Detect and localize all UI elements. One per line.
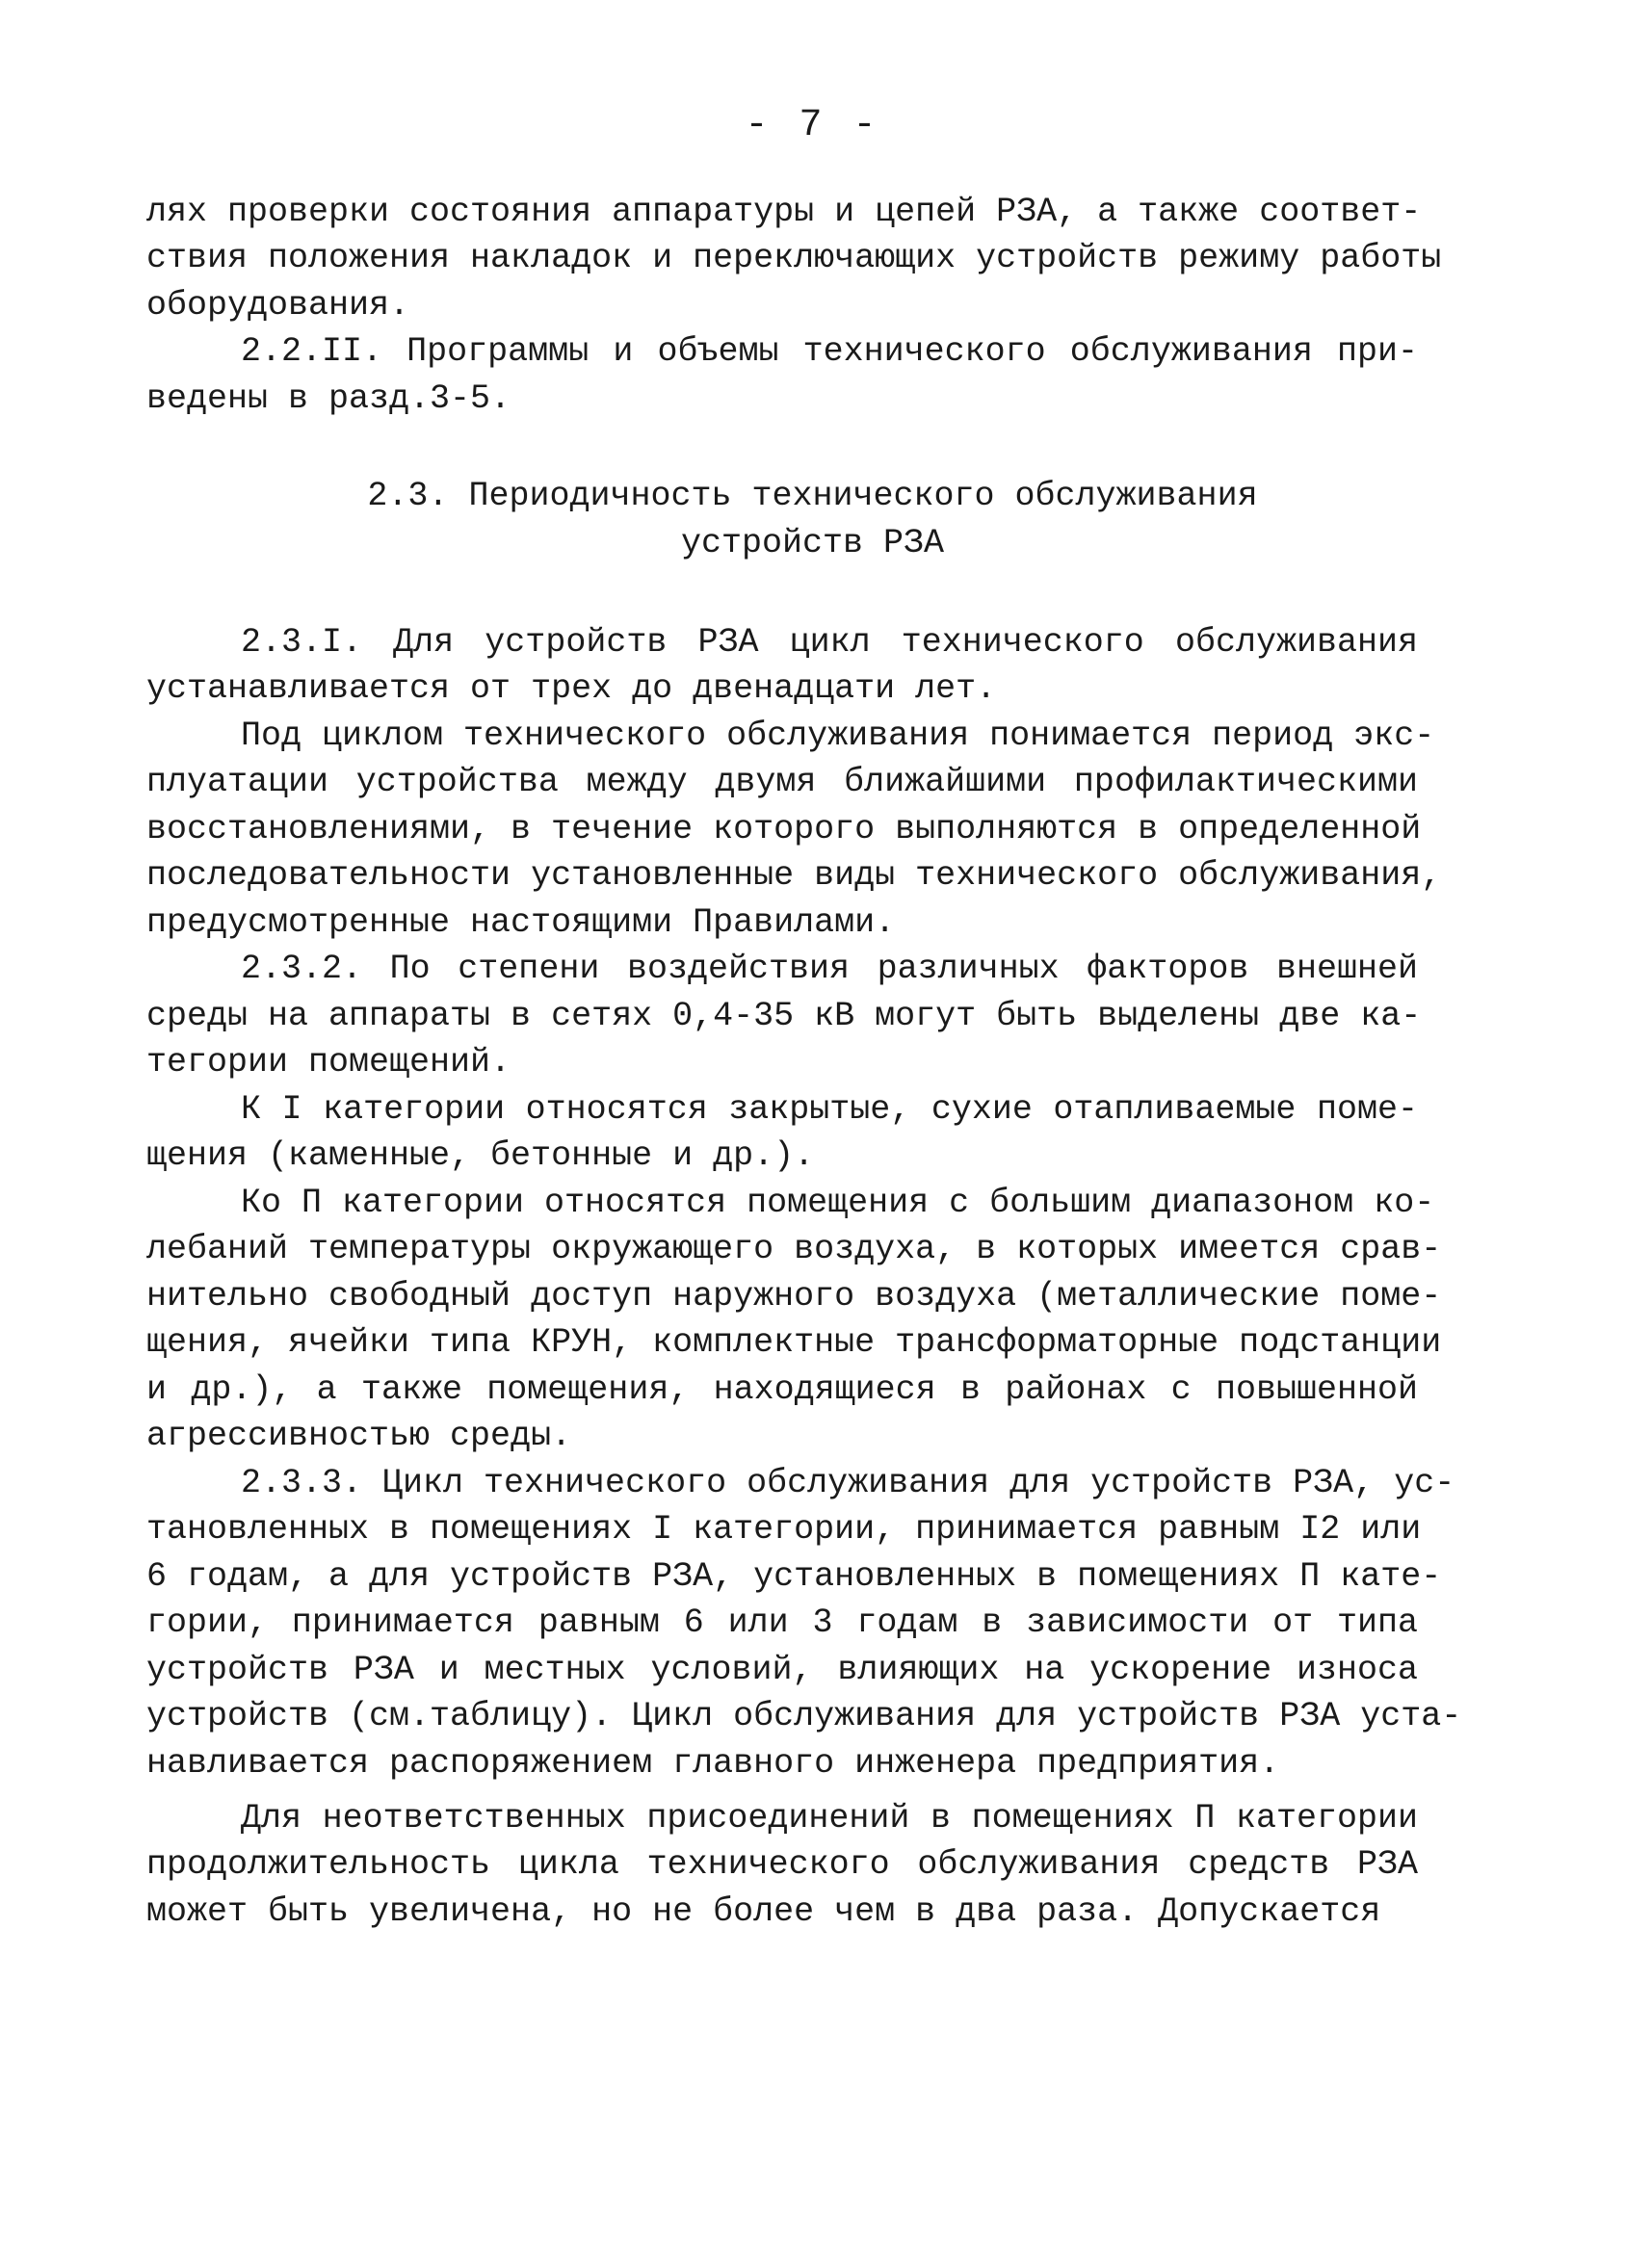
text-line: Ко П категории относятся помещения с большим диапазоном ко-: [241, 1184, 1435, 1222]
text-line: Под циклом технического обслуживания понимается период экс-: [241, 717, 1435, 755]
text-line: навливается распоряжением главного инженера предприятия.: [146, 1744, 1280, 1783]
text-line: лебаний температуры окружающего воздуха, в которых имеется срав-: [146, 1230, 1442, 1268]
text-line: продолжительность цикла технического обслуживания средств РЗА: [146, 1845, 1418, 1884]
text-line: Для неответственных присоединений в помещениях П категории: [241, 1799, 1418, 1838]
text-line: устройств (см.таблицу). Цикл обслуживания для устройств РЗА уста-: [146, 1697, 1462, 1735]
text-line: 6 годам, а для устройств РЗА, установленных в помещениях П кате-: [146, 1557, 1442, 1596]
text-line: устройств РЗА и местных условий, влияющих на ускорение износа: [146, 1651, 1418, 1689]
text-line: агрессивностью среды.: [146, 1417, 572, 1455]
text-line: щения (каменные, бетонные и др.).: [146, 1136, 815, 1175]
text-line: ствия положения накладок и переключающих устройств режиму работы: [146, 239, 1442, 277]
text-line: лях проверки состояния аппаратуры и цепей РЗА, а также соответ-: [146, 193, 1422, 231]
text-line: восстановлениями, в течение которого выполняются в определенной: [146, 810, 1422, 848]
text-line: К I категории относятся закрытые, сухие отапливаемые поме-: [241, 1090, 1418, 1129]
text-line: нительно свободный доступ наружного воздуха (металлические поме-: [146, 1277, 1442, 1316]
text-line: тегории помещений.: [146, 1043, 511, 1082]
text-line: предусмотренные настоящими Правилами.: [146, 903, 896, 942]
text-line: ведены в разд.3-5.: [146, 379, 511, 418]
section-heading-line-1: 2.3. Периодичность технического обслуживания: [367, 477, 1258, 515]
text-line: гории, принимается равным 6 или 3 годам в зависимости от типа: [146, 1603, 1418, 1642]
page-number: - 7 -: [745, 104, 880, 147]
text-line: щения, ячейки типа КРУН, комплектные трансформаторные подстанции: [146, 1323, 1442, 1362]
text-line: оборудования.: [146, 286, 410, 325]
text-line: и др.), а также помещения, находящиеся в районах с повышенной: [146, 1370, 1418, 1409]
text-line: устанавливается от трех до двенадцати лет.: [146, 669, 997, 708]
text-line: 2.3.I. Для устройств РЗА цикл технического обслуживания: [241, 623, 1418, 662]
text-line: может быть увеличена, но не более чем в два раза. Допускается: [146, 1892, 1381, 1931]
text-line: 2.3.3. Цикл технического обслуживания для устройств РЗА, ус-: [241, 1464, 1455, 1502]
text-line: плуатации устройства между двумя ближайшими профилактическими: [146, 763, 1418, 801]
text-line: последовательности установленные виды технического обслуживания,: [146, 856, 1442, 895]
text-line: 2.2.II. Программы и объемы технического обслуживания при-: [241, 332, 1418, 371]
text-line: тановленных в помещениях I категории, принимается равным I2 или: [146, 1510, 1422, 1549]
section-heading-line-2: устройств РЗА: [680, 524, 945, 562]
text-line: 2.3.2. По степени воздействия различных факторов внешней: [241, 950, 1418, 988]
text-line: среды на аппараты в сетях 0,4-35 кВ могут быть выделены две ка-: [146, 997, 1422, 1035]
